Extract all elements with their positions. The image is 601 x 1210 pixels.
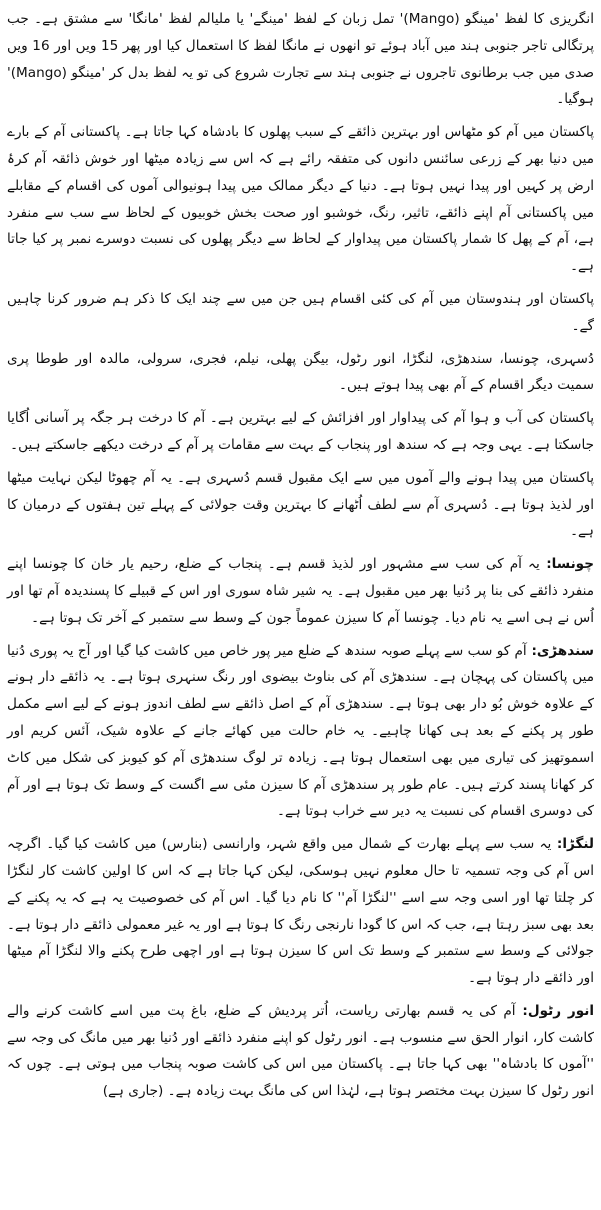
paragraph-sindhri-term: سندھڑی:: [526, 642, 595, 659]
paragraph-sindhri-text: آم کو سب سے پہلے صوبہ سندھ کے ضلع میر پور خاص میں کاشت کیا گیا اور آج یہ پوری دُنیا میں پاکستان کی پہچان ہے۔ سندھڑی آم کی بناوٹ بیضوی اور رنگ سنہری ہوتا ہے۔ یہ ذائقے دار ہونے کے علاوہ خوش بُو دار بھی ہوتا ہے۔ سندھڑی آم کے اصل ذائقے سے لطف اندوز ہونے کے لیے اسے مکمل طور پر پکنے کے بعد ہی کھانا چاہیے۔ یہ خام حالت میں کھائے جانے کے علاوہ شیک، آئس کریم اور اسموتھیز کی تیاری میں بھی استعمال ہوتا ہے۔ زیادہ تر لوگ سندھڑی آم کو کیوبز کی شکل میں کاٹ کر کھانا پسند کرتے ہیں۔ عام طور پر سندھڑی آم کا سیزن مئی سے اگست کے وسط تک ہوتا ہے اور آم کی دوسری اقسام کی نسبت یہ دیر سے خراب ہوتا ہے۔: [7, 642, 594, 820]
paragraph-chaunsa-term: چونسا:: [539, 556, 594, 573]
paragraph-king-of-fruits-text: پاکستان میں آم کو مٹھاس اور بہترین ذائقے کے سبب پھلوں کا بادشاہ کہا جاتا ہے۔ پاکستانی آم کے بارے میں دنیا بھر کے زرعی سائنس دانوں کی متفقہ رائے ہے کہ اس سے زیادہ میٹھا اور خوش ذائقہ آم کرۂ ارض پر کہیں اور پیدا نہیں ہوتا ہے۔ دنیا کے دیگر ممالک میں پیدا ہونیوالی آموں کی اقسام کے مقابلے میں پاکستانی آم اپنے ذائقے، تاثیر، رنگ، خوشبو اور صحت بخش خوبیوں کے لحاظ سے سب سے منفرد ہے، آم کے پھل کا شمار پاکستان میں پیداوار کے لحاظ سے دیگر پھلوں کی نسبت دوسرے نمبر پر کیا جاتا ہے۔: [7, 124, 594, 275]
paragraph-dussehri: [7, 465, 594, 545]
paragraph-etymology: [7, 6, 594, 113]
paragraph-langra: [7, 831, 594, 992]
paragraph-langra-text: یہ سب سے پہلے بھارت کے شمال میں واقع شہر، وارانسی (بنارس) میں کاشت کیا گیا۔ اگرچہ اس آم کی وجہ تسمیہ تا حال معلوم نہیں ہوسکی، لیکن کہا جاتا ہے کہ اس کا اولین کاشت کار لنگڑا کر چلتا تھا اور اسی وجہ سے اسے ''لنگڑا آم'' کا نام دیا گیا۔ اس آم کی خصوصیت یہ ہے کہ یہ پکنے کے بعد بھی سبز رہتا ہے، جب کہ اس کا گودا نارنجی رنگ کا ہوتا ہے اور یہ غیر معمولی ذائقے دار ہوتا ہے۔ جولائی کے وسط سے ستمبر کے وسط تک اس کا سیزن ہوتا ہے اور اچھی طرح پکنے والا لنگڑا آم میٹھا اور ذائقے دار ہوتا ہے۔: [7, 836, 594, 987]
paragraph-varieties-intro-text: پاکستان اور ہندوستان میں آم کی کئی اقسام ہیں جن میں سے چند ایک کا ذکر ہم ضرور کرنا چاہیں گے۔: [7, 290, 594, 334]
paragraph-anwar-ratol-text: آم کی یہ قسم بھارتی ریاست، اُتر پردیش کے ضلع، باغ پت میں اسے کاشت کرنے والے کاشت کار، انوار الحق سے منسوب ہے۔ انور رٹول کو اپنے منفرد ذائقے اور دُنیا بھر میں مانگ کی وجہ سے ''آموں کا بادشاہ'' بھی کہا جاتا ہے۔ پاکستان میں اس کی کاشت صوبہ پنجاب میں ہوتی ہے۔ چوں کہ انور رٹول کا سیزن بہت مختصر ہوتا ہے، لہٰذا اس کی مانگ بہت زیادہ ہے۔ (جاری ہے): [7, 1002, 594, 1100]
paragraph-anwar-ratol-term: انور رٹول:: [515, 1002, 594, 1019]
paragraph-climate: [7, 405, 594, 459]
paragraph-varieties-list-text: دُسہری، چونسا، سندھڑی، لنگڑا، انور رٹول، بیگن پھلی، نیلم، فجری، سرولی، مالدہ اور طوطا پری سمیت دیگر اقسام کے آم بھی پیدا ہوتے ہیں۔: [7, 350, 594, 394]
paragraph-langra-term: لنگڑا:: [551, 836, 595, 853]
paragraph-climate-text: پاکستان کی آب و ہوا آم کی پیداوار اور افزائش کے لیے بہترین ہے۔ آم کا درخت ہر جگہ پر آسانی اُگایا جاسکتا ہے۔ یہی وجہ ہے کہ سندھ اور پنجاب کے بہت سے مقامات پر آم کے درخت دیکھے جاسکتے ہیں۔: [7, 410, 594, 453]
paragraph-sindhri: [7, 638, 594, 826]
paragraph-anwar-ratol: [7, 998, 594, 1105]
paragraph-varieties-intro: [7, 286, 594, 340]
paragraph-king-of-fruits: [7, 119, 594, 280]
paragraph-chaunsa: [7, 551, 594, 631]
paragraph-etymology-text: انگریزی کا لفظ 'مینگو (Mango)' تمل زبان کے لفظ 'مینگے' یا ملیالم لفظ 'مانگا' سے مشتق ہے۔ جب پرتگالی تاجر جنوبی ہند میں آباد ہوئے تو انھوں نے مانگا لفظ کا استعمال کیا اور پھر 15 ویں اور 16 ویں صدی میں جب برطانوی تاجروں نے جنوبی ہند سے تجارت شروع کی تو یہ لفظ بدل کر 'مینگو (Mango)' ہوگیا۔: [7, 11, 594, 108]
paragraph-dussehri-text: پاکستان میں پیدا ہونے والے آموں میں سے ایک مقبول قسم دُسہری ہے۔ یہ آم چھوٹا لیکن نہایت میٹھا اور لذیذ ہوتا ہے۔ دُسہری آم سے لطف اُٹھانے کا بہترین وقت جولائی کے پہلے تین ہفتوں کے درمیان کا ہے۔: [7, 469, 594, 540]
paragraph-chaunsa-text: یہ آم کی سب سے مشہور اور لذیذ قسم ہے۔ پنجاب کے ضلع، رحیم یار خان کا چونسا اپنے منفرد ذائقے کی بنا پر دُنیا بھر میں مقبول ہے۔ یہ شیر شاہ سوری اور اس کے قبیلے کا پسندیدہ آم تھا اور اُس نے ہی اسے یہ نام دیا۔ چونسا آم کا سیزن عموماً جون کے وسط سے ستمبر کے آخر تک ہوتا ہے۔: [7, 556, 594, 626]
paragraph-varieties-list: [7, 346, 594, 400]
